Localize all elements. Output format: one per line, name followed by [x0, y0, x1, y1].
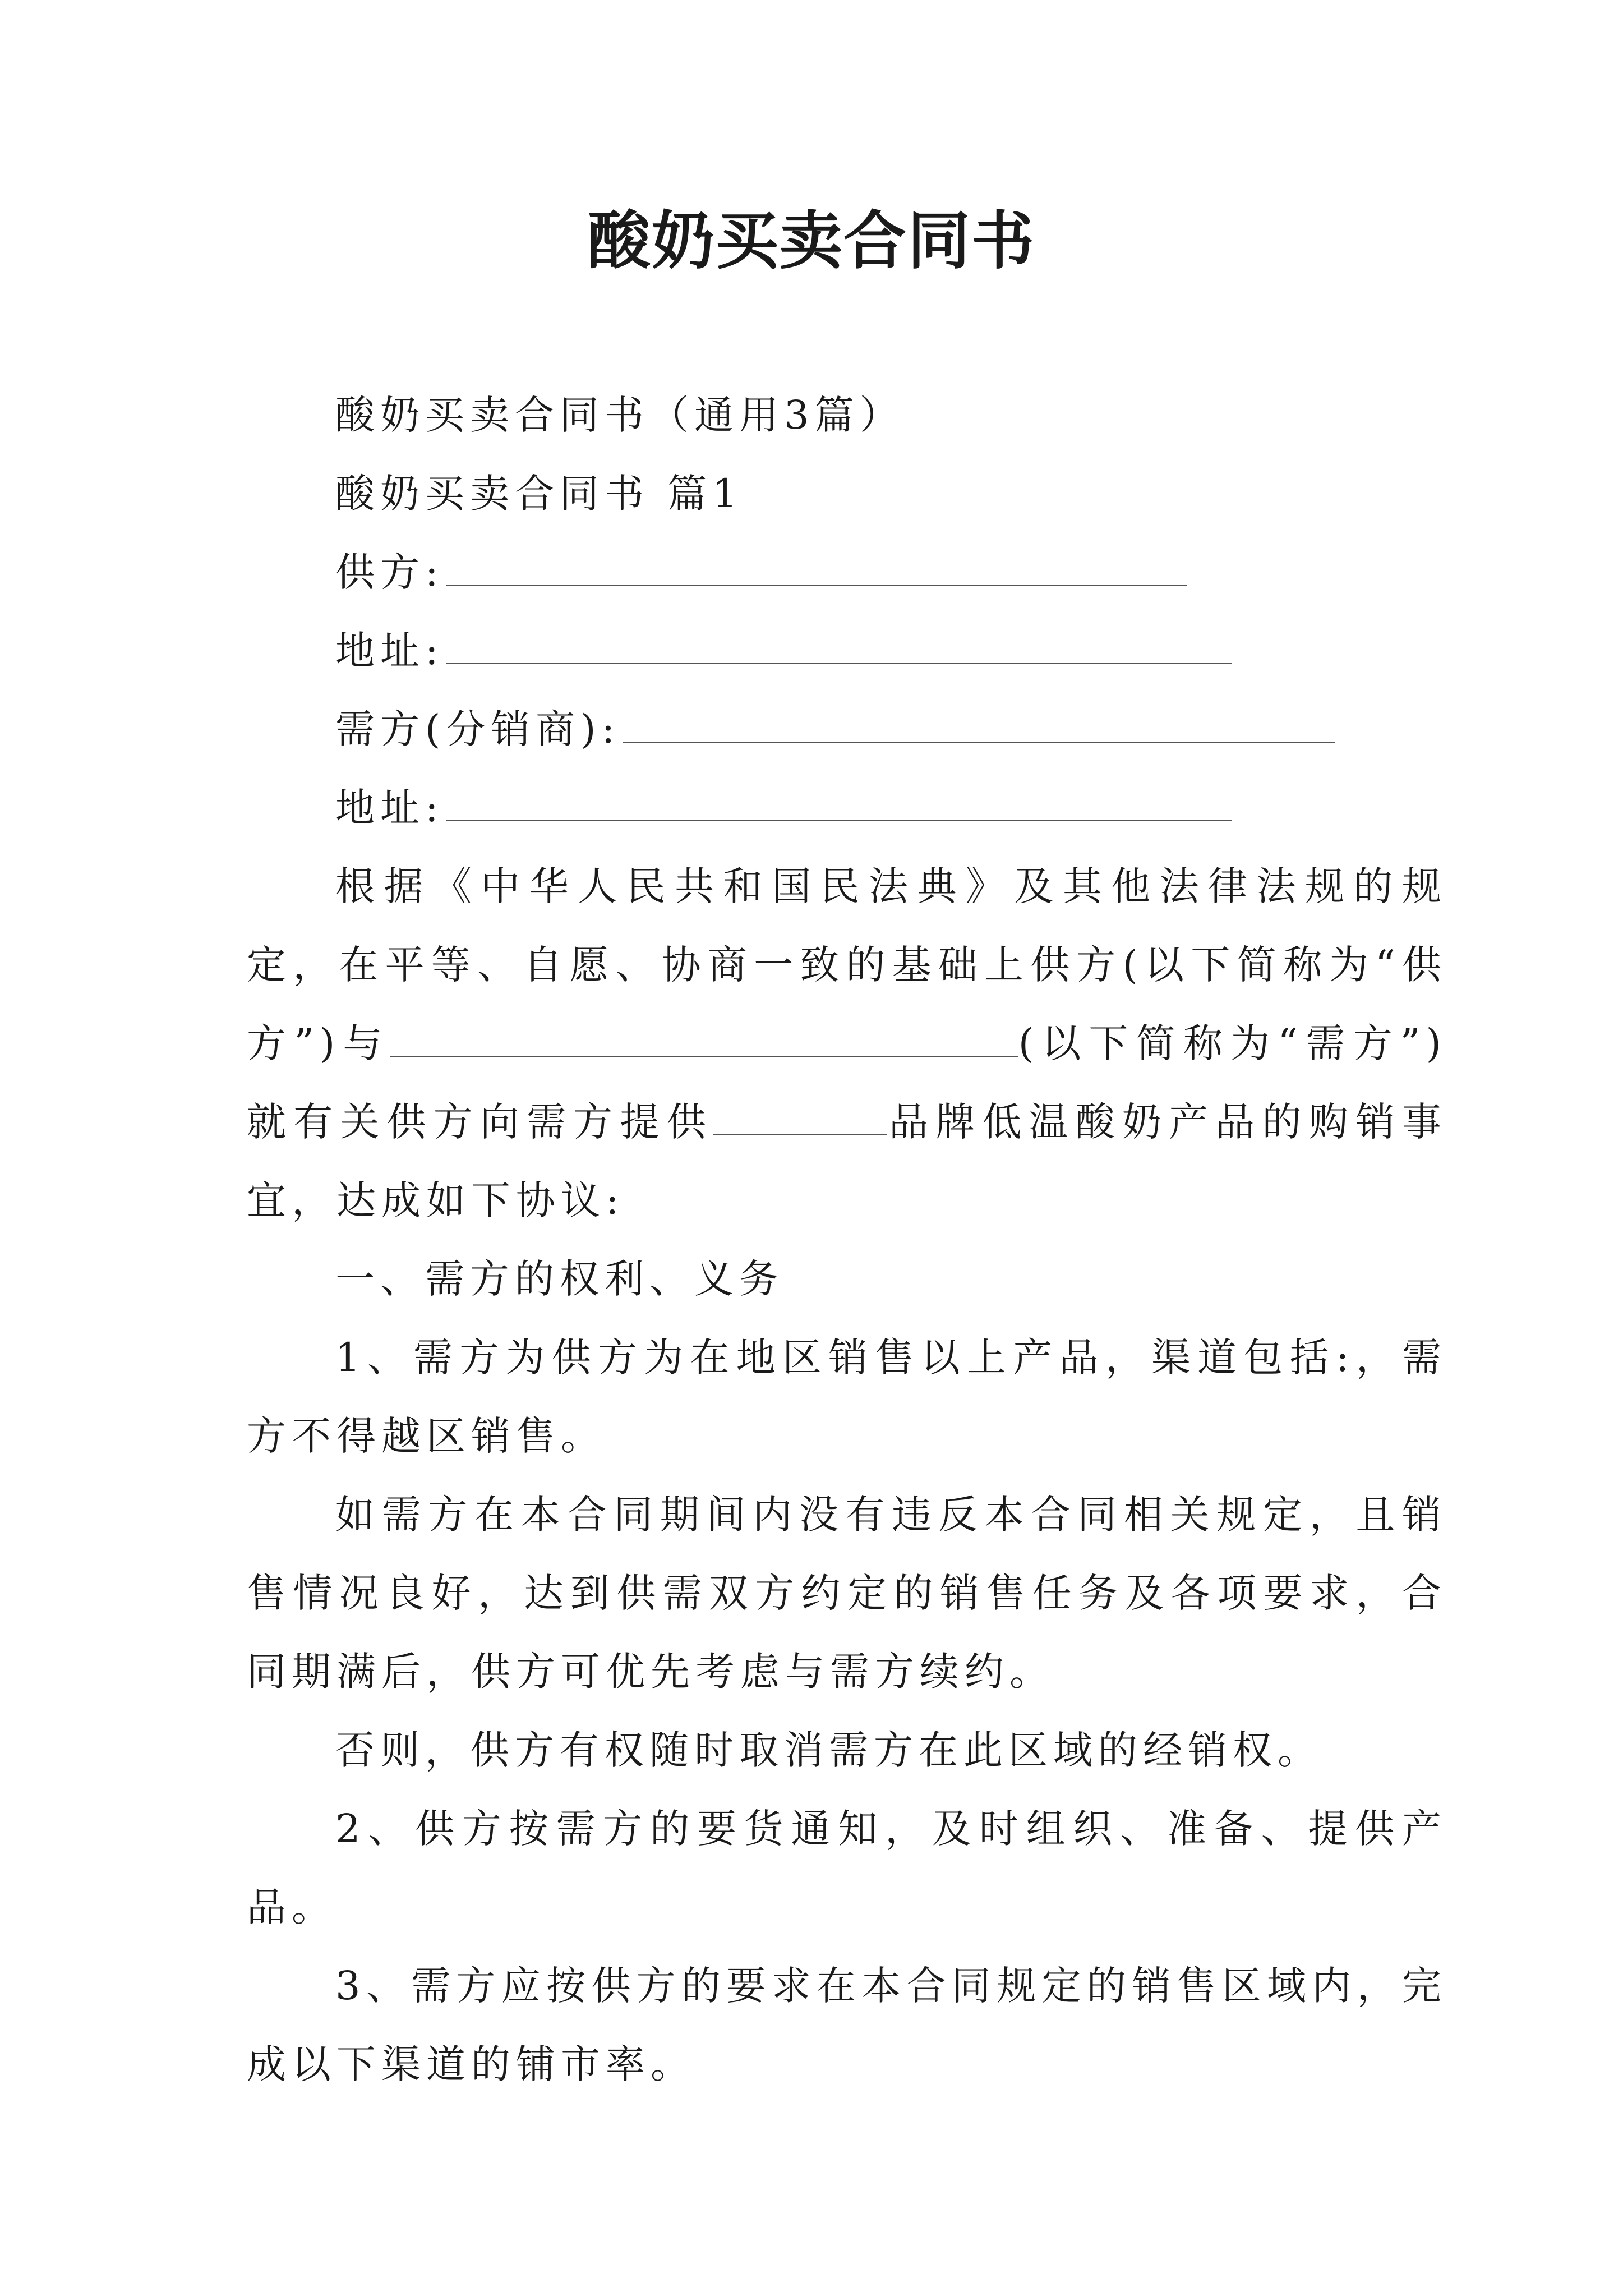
document-body — [247, 376, 1447, 2104]
part-heading: 酸奶买卖合同书 篇1 — [335, 471, 743, 517]
document-subtitle: 酸奶买卖合同书（通用3篇） — [335, 392, 905, 438]
document-title: 酸奶买卖合同书 — [588, 204, 1035, 278]
intro-text-1: 根据《中华人民共和国民法典》及其他法律法规的规定，在平等、自愿、协商一致的基础上供方(以下简称为“供方”)与 — [247, 863, 1447, 1066]
buyer-field — [247, 690, 1447, 769]
intro-paragraph — [247, 847, 1447, 1240]
clause-2: 2、供方按需方的要货通知，及时组织、准备、提供产品。 — [247, 1806, 1447, 1930]
supplier-label: 供方: — [335, 549, 444, 595]
supplier-address-blank — [446, 624, 1232, 664]
buyer-label: 需方(分销商): — [335, 706, 621, 752]
buyer-blank — [623, 702, 1335, 743]
buyer-address-blank — [446, 781, 1232, 821]
supplier-address-label: 地址: — [335, 628, 444, 674]
clause-1: 1、需方为供方为在地区销售以上产品，渠道包括:，需方不得越区销售。 — [247, 1335, 1447, 1459]
clause-3: 3、需方应按供方的要求在本合同规定的销售区域内，完成以下渠道的铺市率。 — [247, 1963, 1447, 2087]
section-1-heading: 一、需方的权利、义务 — [335, 1256, 784, 1302]
supplier-blank — [446, 545, 1187, 586]
intro-text-2: (以下简称为“需方”)就有关供方向需方提供 — [247, 1020, 1447, 1145]
buyer-name-blank — [390, 1016, 1018, 1057]
supplier-address-field — [247, 611, 1447, 690]
renewal-paragraph: 如需方在本合同期间内没有违反本合同相关规定，且销售情况良好，达到供需双方约定的销售任务及各项要求，合同期满后，供方可优先考虑与需方续约。 — [247, 1492, 1447, 1695]
termination-paragraph: 否则，供方有权随时取消需方在此区域的经销权。 — [335, 1727, 1322, 1773]
supplier-field — [247, 533, 1447, 611]
buyer-address-field — [247, 769, 1447, 847]
intro-text-3: 品牌低温酸奶产品的购销事宜，达成如下协议: — [247, 1099, 1447, 1223]
buyer-address-label: 地址: — [335, 785, 444, 831]
brand-blank — [713, 1095, 887, 1135]
